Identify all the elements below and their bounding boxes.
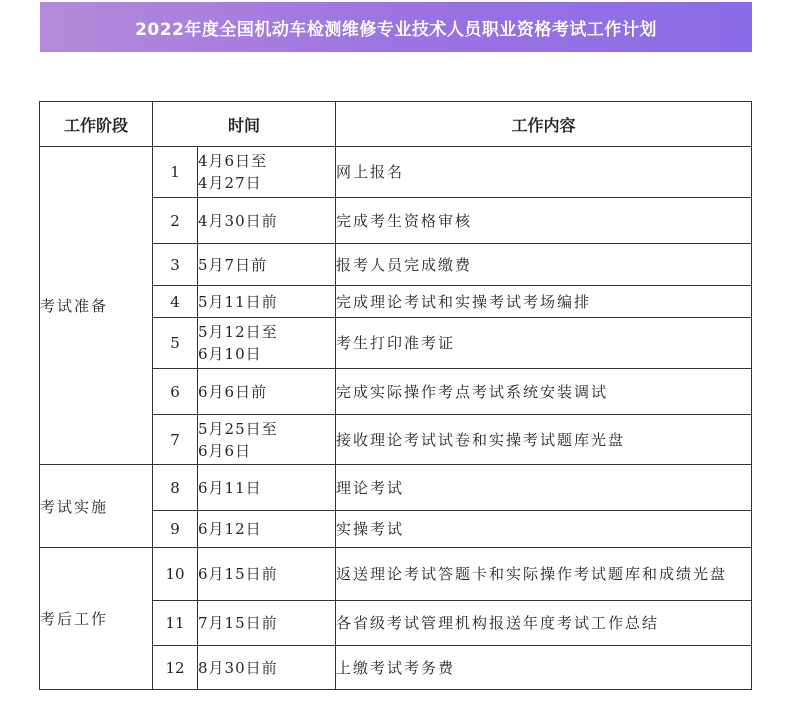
date-line: 5月11日前 (198, 292, 278, 311)
header-content: 工作内容 (336, 102, 752, 147)
content-cell: 完成考生资格审核 (336, 198, 752, 244)
date-cell (198, 415, 336, 465)
content-cell: 完成实际操作考点考试系统安装调试 (336, 369, 752, 415)
schedule-table (39, 101, 752, 690)
content-cell: 理论考试 (336, 465, 752, 511)
content-cell: 完成理论考试和实操考试考场编排 (336, 286, 752, 318)
table-row (40, 548, 752, 601)
date-cell (198, 318, 336, 369)
header-row (40, 102, 752, 147)
row-number: 12 (153, 646, 198, 690)
date-line: 6月12日 (198, 520, 262, 538)
date-cell (198, 286, 336, 318)
date-cell (198, 548, 336, 601)
date-line: 5月12日至 (198, 323, 278, 341)
date-line: 6月6日前 (198, 382, 268, 401)
content-cell: 考生打印准考证 (336, 318, 752, 369)
date-cell (198, 511, 336, 548)
row-number: 6 (153, 369, 198, 415)
date-line: 6月11日 (198, 478, 262, 497)
content-cell: 接收理论考试试卷和实操考试题库光盘 (336, 415, 752, 465)
content-cell: 实操考试 (336, 511, 752, 548)
row-number: 2 (153, 198, 198, 244)
row-number: 8 (153, 465, 198, 511)
row-number: 11 (153, 601, 198, 646)
date-line: 4月27日 (198, 174, 262, 192)
row-number: 5 (153, 318, 198, 369)
stage-cell: 考试实施 (40, 465, 153, 548)
date-cell (198, 147, 336, 198)
content-cell: 上缴考试考务费 (336, 646, 752, 690)
stage-cell: 考后工作 (40, 548, 153, 690)
header-stage: 工作阶段 (40, 102, 153, 147)
date-line: 5月7日前 (198, 255, 268, 274)
date-line: 8月30日前 (198, 658, 278, 677)
date-line: 4月30日前 (198, 211, 278, 230)
row-number: 3 (153, 244, 198, 286)
date-cell (198, 244, 336, 286)
title-banner (40, 2, 752, 52)
row-number: 7 (153, 415, 198, 465)
page-title: 2022年度全国机动车检测维修专业技术人员职业资格考试工作计划 (135, 19, 657, 40)
content-cell: 返送理论考试答题卡和实际操作考试题库和成绩光盘 (336, 548, 752, 601)
date-line: 6月15日前 (198, 565, 278, 583)
content-cell: 报考人员完成缴费 (336, 244, 752, 286)
date-cell (198, 369, 336, 415)
date-line: 7月15日前 (198, 614, 278, 632)
table-row (40, 147, 752, 198)
date-line: 4月6日至 (198, 152, 268, 170)
stage-cell: 考试准备 (40, 147, 153, 465)
date-line: 6月6日 (198, 441, 252, 460)
header-time: 时间 (153, 102, 336, 147)
row-number: 4 (153, 286, 198, 318)
row-number: 1 (153, 147, 198, 198)
date-line: 6月10日 (198, 345, 262, 363)
date-cell (198, 601, 336, 646)
date-line: 5月25日至 (198, 419, 278, 438)
content-cell: 网上报名 (336, 147, 752, 198)
table-row (40, 465, 752, 511)
content-cell: 各省级考试管理机构报送年度考试工作总结 (336, 601, 752, 646)
date-cell (198, 646, 336, 690)
date-cell (198, 198, 336, 244)
row-number: 9 (153, 511, 198, 548)
row-number: 10 (153, 548, 198, 601)
date-cell (198, 465, 336, 511)
